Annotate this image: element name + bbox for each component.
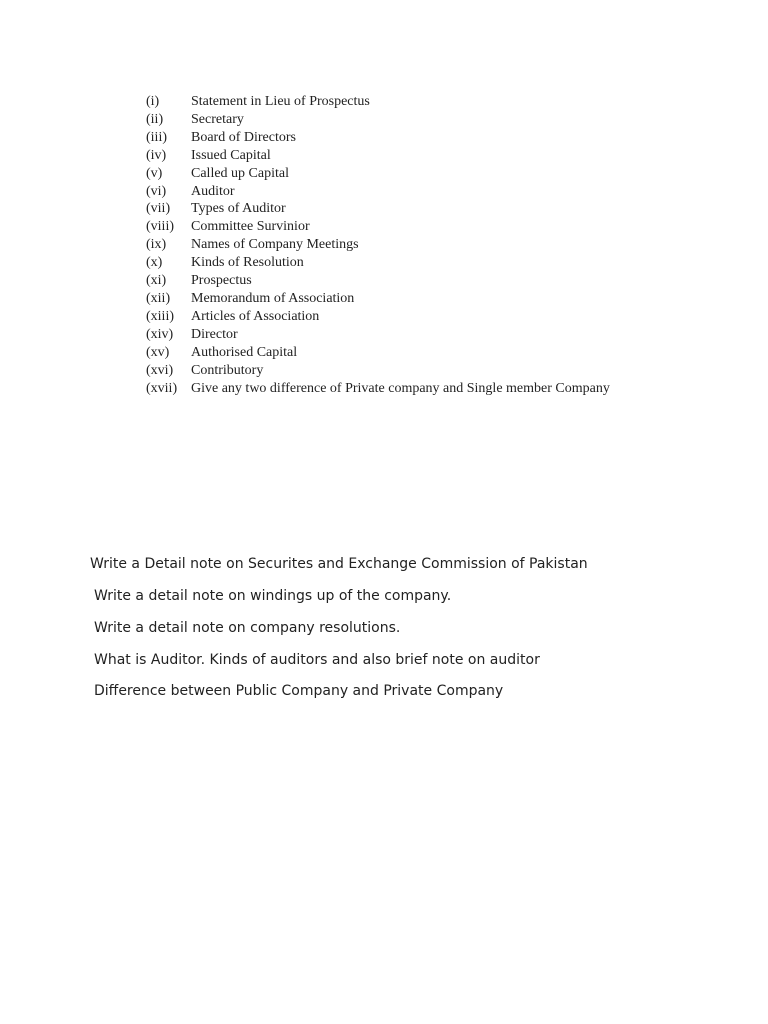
- item-text: Give any two difference of Private company and Single member Company: [191, 380, 610, 396]
- list-item: [146, 344, 746, 362]
- item-number: (xii): [146, 290, 171, 306]
- list-item: [146, 308, 746, 326]
- item-number: (viii): [146, 219, 174, 235]
- item-number: (x): [146, 255, 163, 271]
- item-text: Articles of Association: [191, 308, 320, 324]
- short-questions-list: [146, 93, 746, 397]
- list-item: [146, 290, 746, 308]
- list-item: [146, 200, 746, 218]
- long-question: Write a detail note on windings up of the company.: [94, 588, 452, 604]
- item-number: (xiii): [146, 308, 174, 324]
- item-text: Memorandum of Association: [191, 290, 355, 306]
- item-number: (vi): [146, 183, 167, 199]
- long-question: What is Auditor. Kinds of auditors and also brief note on auditor: [94, 652, 540, 668]
- long-question: Write a detail note on company resolutions.: [94, 620, 401, 636]
- list-item: [146, 147, 746, 165]
- item-number: (xiv): [146, 326, 174, 342]
- item-number: (xvii): [146, 380, 178, 396]
- item-text: Prospectus: [191, 273, 252, 289]
- item-number: (xvi): [146, 362, 174, 378]
- item-text: Board of Directors: [191, 129, 296, 145]
- item-number: (iv): [146, 147, 167, 163]
- item-number: (vii): [146, 201, 171, 217]
- item-number: (i): [146, 94, 160, 109]
- item-text: Types of Auditor: [191, 201, 286, 217]
- list-item: [146, 165, 746, 183]
- item-text: Issued Capital: [191, 147, 271, 163]
- item-text: Auditor: [191, 183, 235, 199]
- list-item: [146, 129, 746, 147]
- item-text: Authorised Capital: [191, 344, 298, 360]
- item-number: (ii): [146, 111, 164, 127]
- item-text: Committee Survinior: [191, 219, 310, 235]
- item-number: (v): [146, 165, 163, 181]
- long-question: Difference between Public Company and Private Company: [94, 683, 504, 699]
- long-question: Write a Detail note on Securites and Exchange Commission of Pakistan: [90, 556, 588, 572]
- item-text: Names of Company Meetings: [191, 237, 359, 253]
- list-item: [146, 272, 746, 290]
- item-text: Director: [191, 326, 238, 342]
- item-number: (ix): [146, 237, 167, 253]
- item-number: (xv): [146, 344, 170, 360]
- list-item: [146, 236, 746, 254]
- list-item: [146, 380, 746, 398]
- item-number: (xi): [146, 273, 167, 289]
- list-item: [146, 183, 746, 201]
- list-item: [146, 111, 746, 129]
- list-item: [146, 254, 746, 272]
- item-number: (iii): [146, 129, 167, 145]
- item-text: Secretary: [191, 111, 244, 127]
- list-item: [146, 218, 746, 236]
- item-text: Kinds of Resolution: [191, 255, 304, 271]
- item-text: Contributory: [191, 362, 264, 378]
- list-item: [146, 362, 746, 380]
- list-item: [146, 93, 746, 111]
- item-text: Statement in Lieu of Prospectus: [191, 94, 370, 109]
- item-text: Called up Capital: [191, 165, 289, 181]
- list-item: [146, 326, 746, 344]
